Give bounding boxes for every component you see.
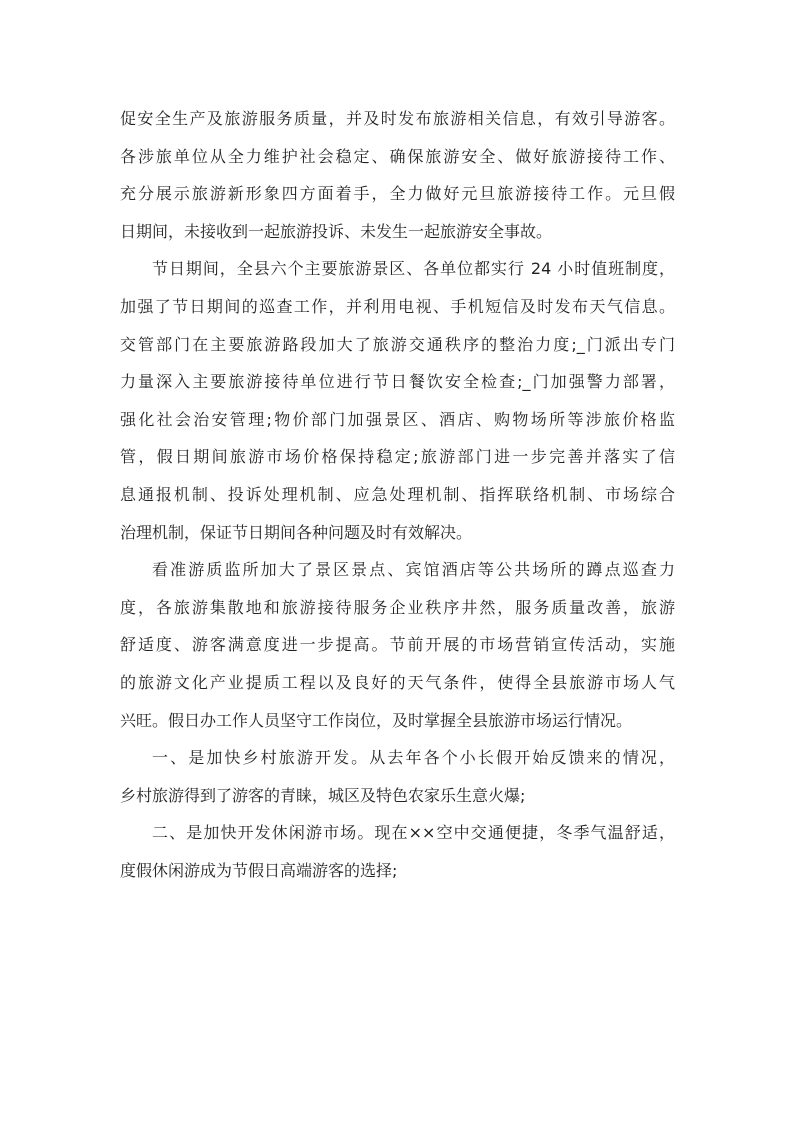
text-line: 促安全生产及旅游服务质量，并及时发布旅游相关信息，有效引导游客。 (120, 109, 675, 128)
text-line: 乡村旅游得到了游客的青睐，城区及特色农家乐生意火爆; (120, 785, 526, 805)
document-page (120, 100, 675, 889)
text-line: 一、是加快乡村旅游开发。从去年各个小长假开始反馈来的情况， (152, 748, 675, 768)
text-line: 看准游质监所加大了景区景点、宾馆酒店等公共场所的蹲点巡查力 (152, 560, 675, 580)
paragraph-5 (120, 814, 675, 889)
text-line: 管，假日期间旅游市场价格保持稳定;旅游部门进一步完善并落实了信 (120, 447, 675, 467)
text-line: 二、是加快开发休闲游市场。现在××空中交通便捷，冬季气温舒适， (152, 823, 675, 843)
text-line: 的旅游文化产业提质工程以及良好的天气条件，使得全县旅游市场人气 (120, 672, 675, 692)
text-line: 强化社会治安管理;物价部门加强景区、酒店、购物场所等涉旅价格监 (120, 409, 675, 429)
text-line: 加强了节日期间的巡查工作，并利用电视、手机短信及时发布天气信息。 (120, 296, 675, 316)
text-line: 交管部门在主要旅游路段加大了旅游交通秩序的整治力度;_门派出专门 (120, 334, 675, 354)
text-line: 各涉旅单位从全力维护社会稳定、确保旅游安全、做好旅游接待工作、 (120, 146, 675, 166)
paragraph-2 (120, 250, 675, 551)
text-line: 节日期间，全县六个主要旅游景区、各单位都实行 24 小时值班制度， (152, 259, 675, 279)
text-line: 日期间，未接收到一起旅游投诉、未发生一起旅游安全事故。 (120, 221, 553, 241)
text-line: 兴旺。假日办工作人员坚守工作岗位，及时掌握全县旅游市场运行情况。 (120, 710, 633, 730)
text-line: 度假休闲游成为节假日高端游客的选择; (120, 860, 398, 880)
paragraph-3 (120, 551, 675, 739)
text-line: 治理机制，保证节日期间各种问题及时有效解决。 (120, 522, 473, 542)
text-line: 息通报机制、投诉处理机制、应急处理机制、指挥联络机制、市场综合 (120, 484, 675, 504)
text-line: 度，各旅游集散地和旅游接待服务企业秩序井然，服务质量改善，旅游 (120, 597, 675, 617)
text-line: 充分展示旅游新形象四方面着手，全力做好元旦旅游接待工作。元旦假 (120, 184, 675, 204)
paragraph-1 (120, 100, 675, 250)
paragraph-4 (120, 739, 675, 814)
text-line: 舒适度、游客满意度进一步提高。节前开展的市场营销宣传活动，实施 (120, 635, 675, 655)
text-line: 力量深入主要旅游接待单位进行节日餐饮安全检查;_门加强警力部署， (120, 372, 675, 392)
